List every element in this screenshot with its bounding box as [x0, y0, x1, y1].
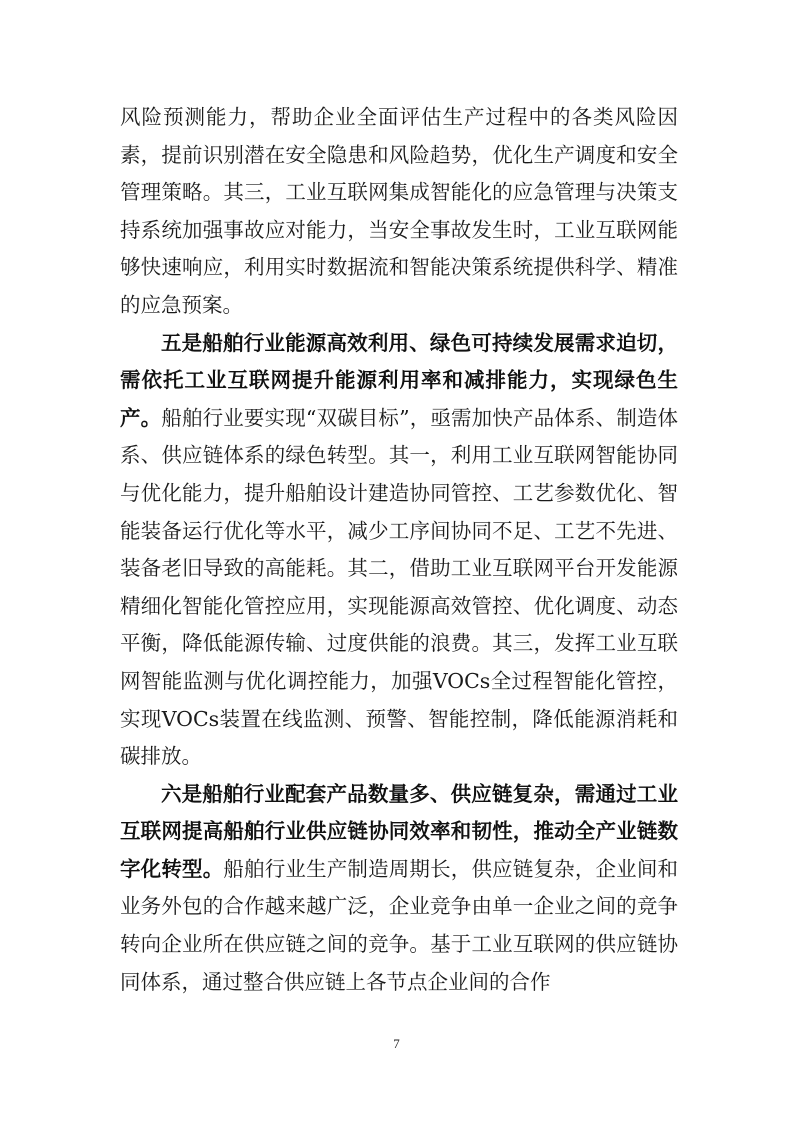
paragraph-heading: 六是船舶行业配套产品数量多、供应链复杂，需通过工业互联网提高船舶行业供应链协同效率和韧性，推动全产业链数字化转型。 [120, 781, 678, 881]
paragraph-text: 船舶行业生产制造周期长，供应链复杂，企业间和业务外包的合作越来越广泛，企业竞争由单一企业之间的竞争转向企业所在供应链之间的竞争。基于工业互联网的供应链协同体系，通过整合供应链上各节点企业间的合作 [120, 856, 679, 994]
body-text [120, 99, 678, 1001]
paragraph-five-energy [120, 325, 678, 776]
paragraph-six-supply-chain [120, 776, 678, 1002]
paragraph-continued [120, 99, 678, 325]
paragraph-text: 船舶行业要实现“双碳目标”，亟需加快产品体系、制造体系、供应链体系的绿色转型。其一，利用工业互联网智能协同与优化能力，提升船舶设计建造协同管控、工艺参数优化、智能装备运行优化等水平，减少工序间协同不足、工艺不先进、装备老旧导致的高能耗。其二，借助工业互联网平台开发能源精细化智能化管控应用，实现能源高效管控、优化调度、动态平衡，降低能源传输、过度供能的浪费。其三，发挥工业互联网智能监测与优化调控能力，加强VOCs全过程智能化管控，实现VOCs装置在线监测、预警、智能控制，降低能源消耗和碳排放。 [120, 405, 679, 769]
page-number: 7 [393, 1036, 400, 1051]
paragraph-heading: 五是船舶行业能源高效利用、绿色可持续发展需求迫切，需依托工业互联网提升能源利用率和减排能力，实现绿色生产。 [120, 330, 678, 430]
paragraph-text: 风险预测能力，帮助企业全面评估生产过程中的各类风险因素，提前识别潜在安全隐患和风险趋势，优化生产调度和安全管理策略。其三，工业互联网集成智能化的应急管理与决策支持系统加强事故应对能力，当安全事故发生时，工业互联网能够快速响应，利用实时数据流和智能决策系统提供科学、精准的应急预案。 [120, 105, 678, 317]
